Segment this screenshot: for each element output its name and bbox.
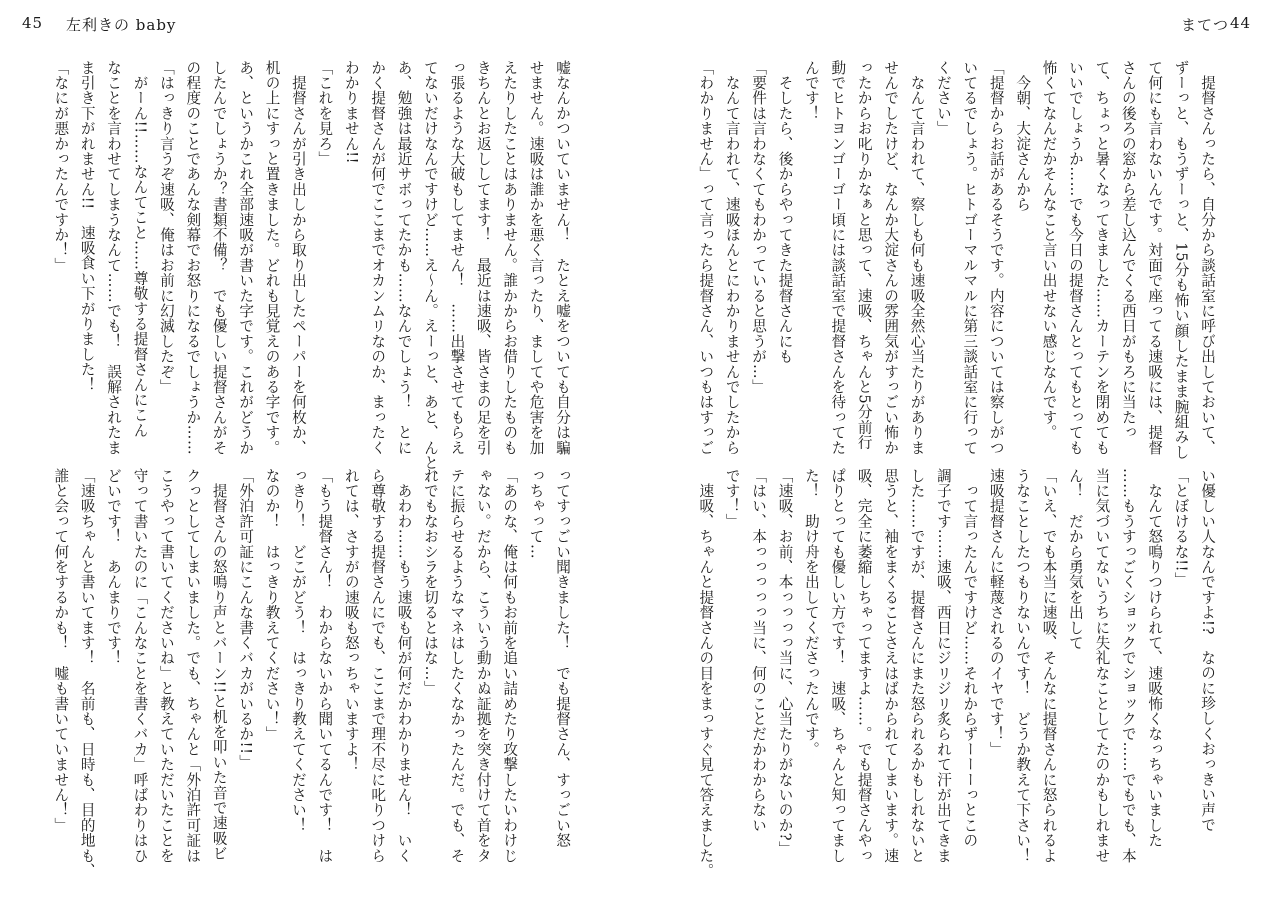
- text-line: ください」: [934, 60, 952, 136]
- text-line: ってすっごい聞きました！ でも提督さん、すっごい怒: [554, 468, 571, 848]
- text-line: の程度のことであんな剣幕でお怒りになるでしょうか……: [184, 60, 202, 456]
- text-line: 守って書いたのに「こんなことを書くバカ」呼ばわりはひ: [131, 468, 149, 864]
- text-line: ら尊敬する提督さんにでも、ここまで理不尽に叱りつけら: [369, 468, 387, 864]
- text-line: なんて怒鳴りつけられて、速吸怖くなっちゃいました: [1146, 468, 1164, 848]
- text-line: さんの後ろの窓から差し込んでくる西日がもろに当たっ: [1119, 60, 1137, 440]
- text-line: て何にも言わないんです。対面で座ってる速吸には、提督: [1146, 60, 1164, 456]
- text-line: クっとしてしまいました。でも、ちゃんと「外泊許可証は: [184, 468, 202, 864]
- text-line: ま引き下がれません!! 速吸食い下がりました！: [78, 60, 96, 393]
- text-line: 「あのな、俺は何もお前を追い詰めたり攻撃したいわけじ: [501, 468, 519, 864]
- text-line: ゃない。だから、こういう動かぬ証拠を突き付けて首をタ: [474, 468, 492, 864]
- text-line: てないだけなんですけど……え～ん。えーっと、あと、んと、: [421, 60, 439, 486]
- text-line: 「速吸、お前、本っっっっ当に、心当たりがないのか?」: [776, 468, 794, 857]
- text-line: どいです！ あんまりです！: [105, 468, 123, 666]
- text-line: 「なにが悪かったんですか！」: [52, 60, 70, 273]
- text-line: ぱりとっても優しい方です！ 速吸、ちゃんと知ってまし: [829, 468, 847, 864]
- text-line: 「とぼけるな!!」: [1172, 468, 1190, 588]
- text-line: 吸、完全に萎縮しちゃってますよ……。でも提督さんやっ: [855, 468, 873, 864]
- text-line: っ張るような大破もしてません！ ……出撃させてもらえ: [448, 60, 466, 456]
- text-line: 机の上にすっと置きました。どれも見覚えのある字です。: [263, 60, 281, 456]
- text-line: って言ったんですけど……それからずーーーっとこの: [961, 468, 979, 848]
- text-line: 調子です……速吸、西日にジリジリ炙られて汗が出てきま: [934, 468, 952, 864]
- text-line: なことを言わせてしまうなんて……でも！ 誤解されたま: [105, 60, 123, 456]
- text-line: そしたら、後からやってきた提督さんにも: [776, 60, 794, 364]
- running-author: まてつ: [1181, 16, 1230, 34]
- text-line: れでもなおシラを切るとはな…」: [421, 468, 439, 696]
- text-line: なんて言われて、速吸ほんとにわかりませんでしたから: [723, 60, 741, 456]
- text-line: ずーっと、もうずーっと、15分も怖い顔したまま腕組みし: [1172, 60, 1190, 460]
- text-line: ……もうすっごくショックでショックで……でもでも、本: [1119, 468, 1137, 864]
- text-line: 「いえ、でも本当に速吸、そんなに提督さんに怒られるよ: [1040, 468, 1058, 864]
- text-line: い優しい人なんですよ!? なのに珍しくおっきい声で: [1199, 468, 1216, 833]
- text-line: 速吸提督さんに軽蔑されるのイヤです！」: [987, 468, 1005, 757]
- text-line: かく提督さんが何でここまでオカンムリなのか、まったく: [369, 60, 387, 456]
- text-line: 速吸、ちゃんと提督さんの目をまっすぐ見て答えました。: [697, 468, 715, 879]
- left-top-text-block: [52, 60, 575, 486]
- text-line: あ、勉強は最近サボってたかも……なんでしょう！ とに: [395, 60, 413, 456]
- text-line: ん！ だから勇気を出して: [1066, 468, 1084, 651]
- right-page: [640, 0, 1280, 907]
- text-line: 今朝、大淀さんから: [1014, 60, 1032, 212]
- text-line: したんでしょうか？書類不備？ でも優しい提督さんがそ: [210, 60, 228, 456]
- text-line: せません。速吸は誰かを悪く言ったり、ましてや危害を加: [527, 60, 545, 456]
- text-line: テに振らせるようなマネはしたくなかったんだ。でも、そ: [448, 468, 466, 864]
- text-line: えたりしたことはありません。誰かからお借りしたものも: [501, 60, 519, 456]
- text-line: 提督さんが引き出しから取り出したペーパーを何枚か、: [289, 60, 307, 456]
- text-line: いいでしょうか……でも今日の提督さんとってもとっても: [1066, 60, 1084, 456]
- text-line: がーん!!……なんてこと……尊敬する提督さんにこん: [131, 60, 149, 438]
- text-line: きちんとお返ししてます！ 最近は速吸、皆さまの足を引: [474, 60, 492, 456]
- right-bottom-text-block: [697, 468, 1220, 879]
- text-line: 「はい、本っっっっっ当に、何のことだかわからない: [750, 468, 768, 833]
- text-line: 思うと、袖をまくることさえはばかられてしまいます。速: [882, 468, 900, 864]
- text-line: 「要件は言わなくてもわかっていると思うが…」: [750, 60, 768, 395]
- left-bottom-text-block: [52, 468, 575, 879]
- text-line: 「もう提督さん！ わからないから聞いてるんです！ は: [316, 468, 334, 864]
- text-line: なんて言われて、察しも何も速吸全然心当たりがありま: [908, 60, 926, 456]
- text-line: です！」: [723, 468, 741, 529]
- text-line: した……ですが、提督さんにまた怒られるかもしれないと: [908, 468, 926, 864]
- text-line: 嘘なんかついていません！ たとえ嘘をついても自分は騙: [554, 60, 571, 456]
- text-line: 提督さんったら、自分から談話室に呼び出しておいて、: [1199, 60, 1216, 456]
- text-line: うなことしたつもりないんです！ どうか教えて下さい！: [1014, 468, 1032, 864]
- text-line: 「これを見ろ」: [316, 60, 334, 167]
- text-line: 動でヒトヨンゴーゴー頃には談話室で提督さんを待ってた: [829, 60, 847, 456]
- text-line: 提督さんの怒鳴り声とバーン!!と机を叩いた音で速吸ビ: [210, 468, 228, 861]
- text-line: わかりません!!: [342, 60, 360, 165]
- text-line: 誰と会って何をするかも！ 嘘も書いていません！」: [52, 468, 70, 833]
- text-line: せんでしたけど、なんか大淀さんの雰囲気がすっごい怖か: [882, 60, 900, 456]
- text-line: た！ 助け舟を出してくださったんです。: [802, 468, 820, 757]
- text-line: 「はっきり言うぞ速吸、俺はお前に幻滅したぞ」: [157, 60, 175, 395]
- text-line: 当に気づいてないうちに失礼なことしてたのかもしれませ: [1093, 468, 1111, 864]
- text-line: 「速吸ちゃんと書いてます！ 名前も、日時も、目的地も、: [78, 468, 96, 879]
- page-number-left: 45: [22, 14, 44, 32]
- text-line: 怖くてなんだかそんなこと言い出せない感じなんです。: [1040, 60, 1058, 440]
- text-line: あ、というかこれ全部速吸が書いた字です。これがどうか: [237, 60, 255, 456]
- running-title: 左利きの baby: [66, 16, 177, 34]
- text-line: っちゃって…: [527, 468, 545, 560]
- text-line: っきり！ どこがどう！ はっきり教えてください！: [289, 468, 307, 848]
- text-line: あわわ……もう速吸も何が何だかわかりません！ いく: [395, 468, 413, 864]
- text-line: 「わかりません」って言ったら提督さん、いつもはすっご: [697, 60, 715, 456]
- text-line: て、ちょっと暑くなってきました……カーテンを閉めても: [1093, 60, 1111, 456]
- text-line: 「提督からお話があるそうです。内容については察しがつ: [987, 60, 1005, 456]
- text-line: いてるでしょう。ヒトゴーマルマルに第三談話室に行って: [961, 60, 979, 456]
- page-number-right: 44: [1230, 14, 1252, 32]
- text-line: れては、さすがの速吸も怒っちゃいますよ！: [342, 468, 360, 772]
- right-top-text-block: [697, 60, 1220, 460]
- text-line: んです！: [802, 60, 820, 121]
- text-line: ったからお叱りかなぁと思って、速吸、ちゃんと5分前行: [855, 60, 873, 450]
- text-line: 「外泊許可証にこんな書くバカがいるか!!」: [237, 468, 255, 770]
- text-line: なのか！ はっきり教えてください！」: [263, 468, 281, 742]
- text-line: こうやって書いてくださいね」と教えていただいたことを: [157, 468, 175, 864]
